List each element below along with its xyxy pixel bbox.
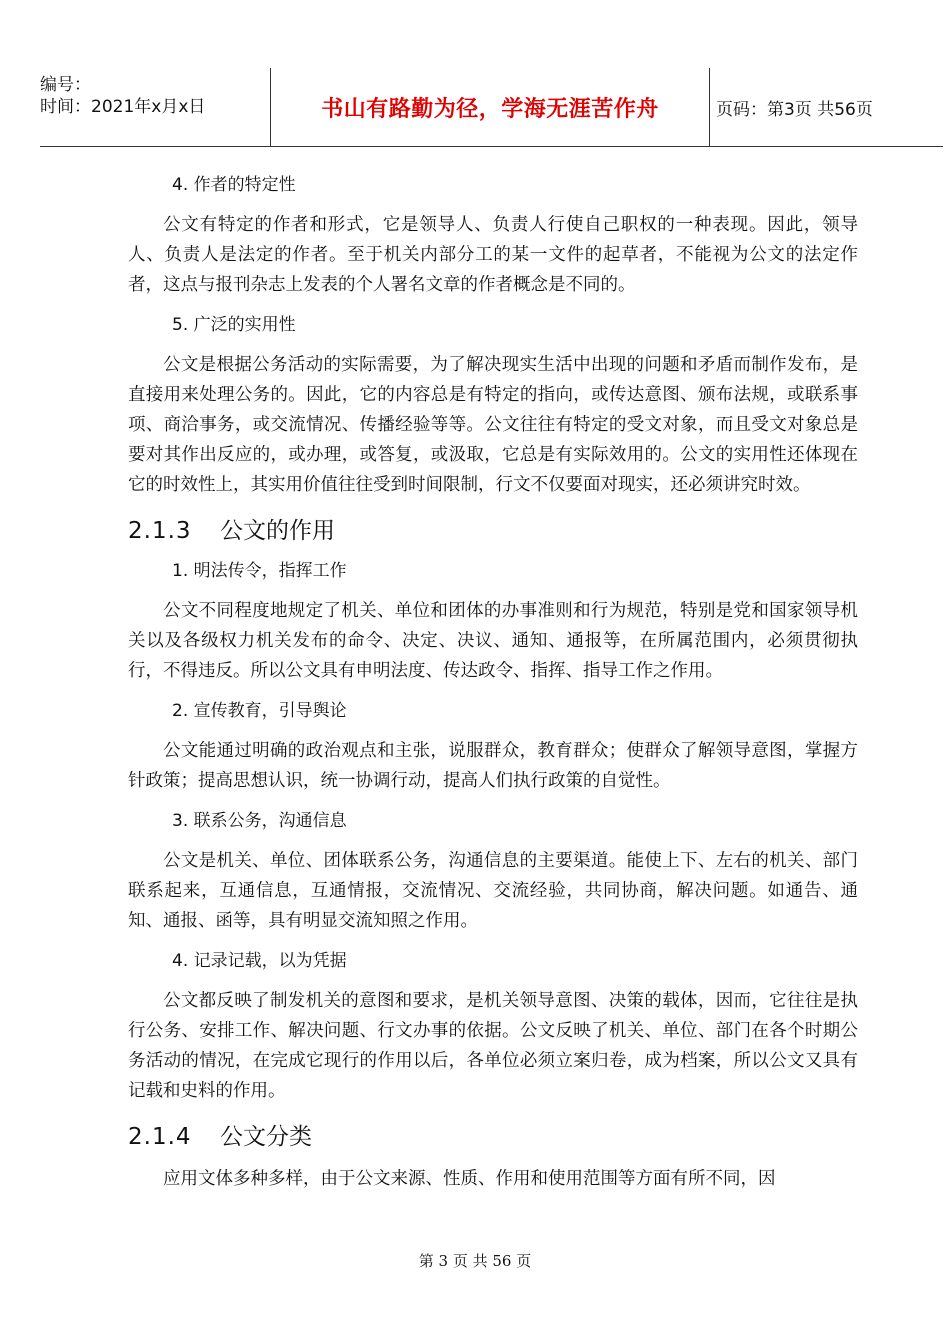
body-paragraph: 公文是根据公务活动的实际需要，为了解决现实生活中出现的问题和矛盾而制作发布，是直接用来处理公务的。因此，它的内容总是有特定的指向，或传达意图、颁布法规，或联系事项、商洽事务，或交流情况、传播经验等等。公文往往有特定的受文对象，而且受文对象总是要对其作出反应的，或办理，或答复，或汲取，它总是有实际效用的。公文的实用性还体现在它的时效性上，其实用价值往往受到时间限制，行文不仅要面对现实，还必须讲究时效。 xyxy=(128,355,858,495)
page-footer: 第 3 页 共 56 页 xyxy=(418,1252,532,1270)
numbered-subheading: 4. 记录记载，以为凭据 xyxy=(172,951,347,971)
document-body xyxy=(128,172,858,1206)
numbered-subheading: 4. 作者的特定性 xyxy=(172,175,296,195)
body-paragraph: 公文有特定的作者和形式，它是领导人、负责人行使自己职权的一种表现。因此，领导人、负责人是法定的作者。至于机关内部分工的某一文件的起草者，不能视为公文的法定作者，这点与报刊杂志上发表的个人署名文章的作者概念是不同的。 xyxy=(128,215,858,295)
numbered-subheading: 2. 宣传教育，引导舆论 xyxy=(172,701,347,721)
body-paragraph: 公文能通过明确的政治观点和主张，说服群众，教育群众；使群众了解领导意图，掌握方针政策；提高思想认识，统一协调行动，提高人们执行政策的自觉性。 xyxy=(128,741,858,791)
body-paragraph: 公文都反映了制发机关的意图和要求，是机关领导意图、决策的载体，因而，它往往是执行公务、安排工作、解决问题、行文办事的依据。公文反映了机关、单位、部门在各个时期公务活动的情况，在完成它现行的作用以后，各单位必须立案归卷，成为档案，所以公文又具有记载和史料的作用。 xyxy=(128,991,858,1101)
section-number: 2.1.4 xyxy=(128,1124,192,1150)
numbered-subheading: 3. 联系公务，沟通信息 xyxy=(172,811,347,831)
section-number: 2.1.3 xyxy=(128,518,192,544)
header-motto-cell xyxy=(270,68,710,146)
section-heading xyxy=(128,1120,858,1154)
header-motto: 书山有路勤为径，学海无涯苦作舟 xyxy=(321,96,659,122)
body-paragraph: 公文不同程度地规定了机关、单位和团体的办事准则和行为规范，特别是党和国家领导机关以及各级权力机关发布的命令、决定、决议、通知、通报等，在所属范围内，必须贯彻执行，不得违反。所以公文具有申明法度、传达政令、指挥、指导工作之作用。 xyxy=(128,601,858,681)
numbered-subheading: 1. 明法传令，指挥工作 xyxy=(172,561,347,581)
body-paragraph: 公文是机关、单位、团体联系公务，沟通信息的主要渠道。能使上下、左右的机关、部门联系起来，互通信息，互通情报，交流情况、交流经验，共同协商，解决问题。如通告、通知、通报、函等，具有明显交流知照之作用。 xyxy=(128,851,858,931)
numbered-subheading: 5. 广泛的实用性 xyxy=(172,315,296,335)
body-paragraph: 应用文体多种多样，由于公文来源、性质、作用和使用范围等方面有所不同，因 xyxy=(163,1169,776,1189)
header-page-info: 页码：第3页 共56页 xyxy=(716,99,873,120)
header-meta xyxy=(40,68,270,152)
number-label: 编号： xyxy=(40,75,91,95)
section-title: 公文分类 xyxy=(220,1124,312,1150)
section-title: 公文的作用 xyxy=(220,518,335,544)
page-header xyxy=(40,68,943,147)
section-heading xyxy=(128,514,858,548)
date-label: 时间：2021年x月x日 xyxy=(40,97,206,117)
